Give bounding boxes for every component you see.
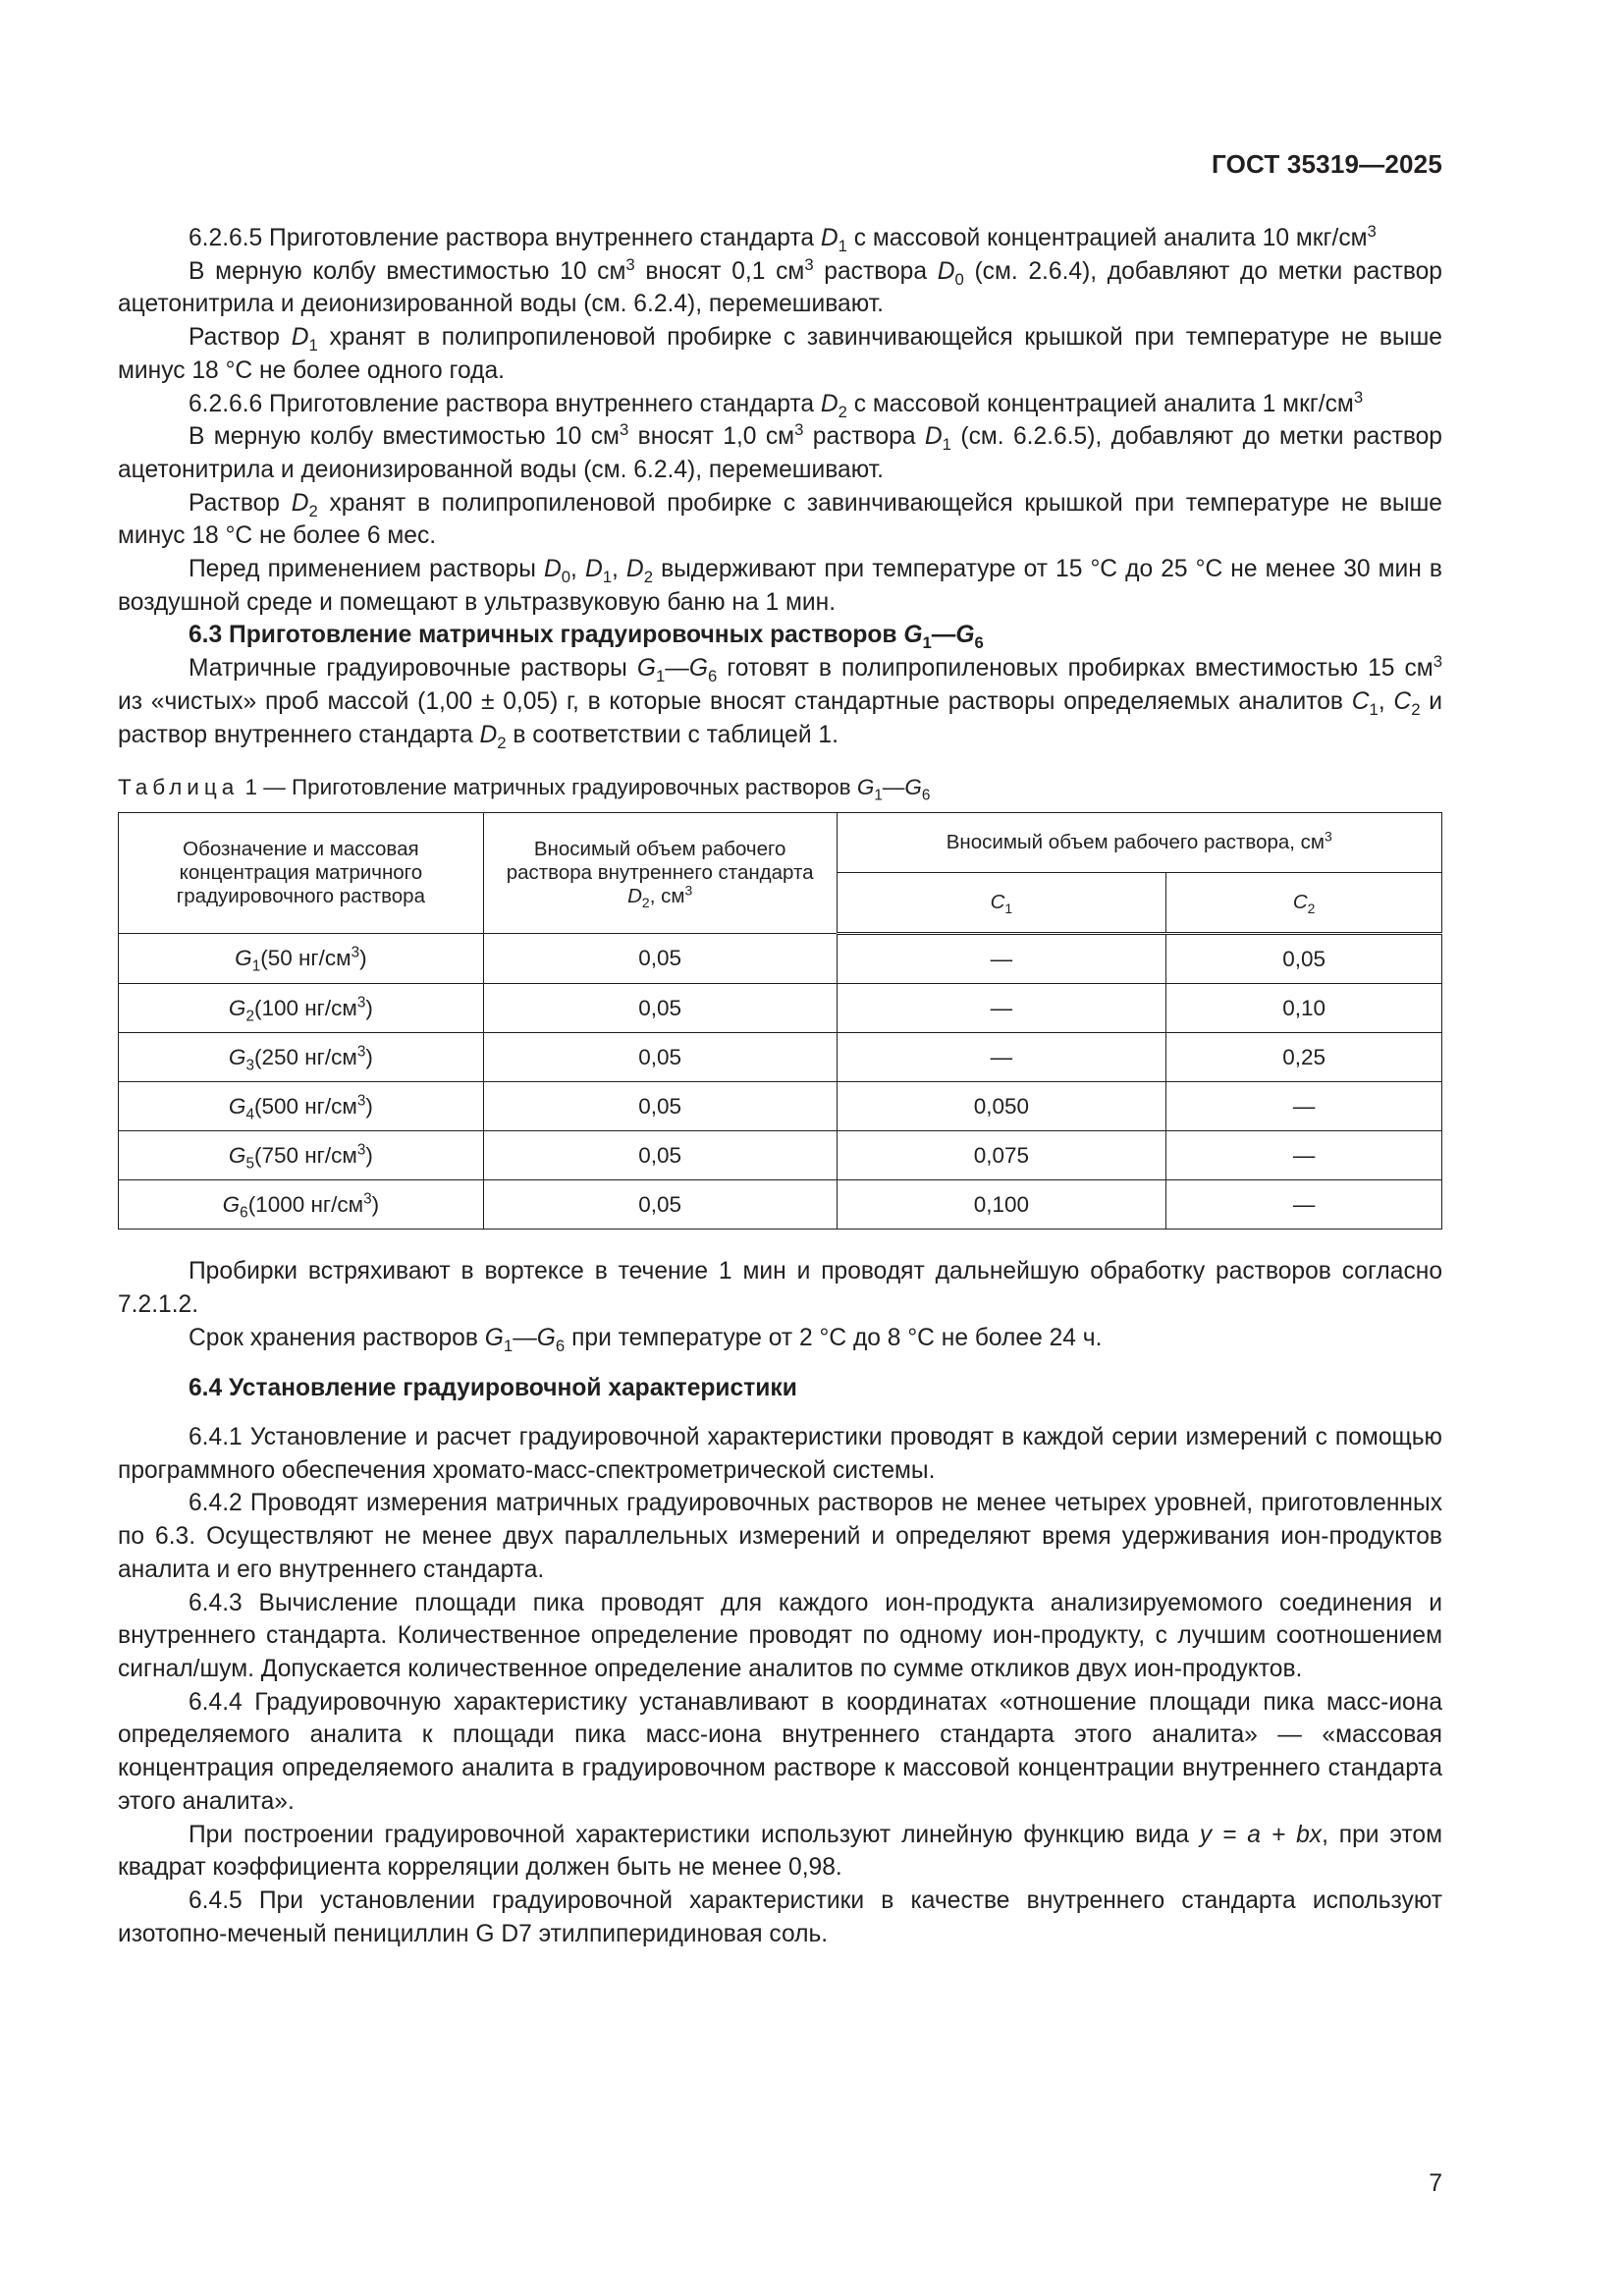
section-6-3-heading: 6.3 Приготовление матричных градуировочных растворов $G_1—G_6$ xyxy=(189,622,984,653)
after-table-para-2: Срок хранения растворов $G_1—G_6$ при температуре от 2 °С до 8 °С не более 24 ч. xyxy=(189,1324,1103,1355)
clause-6-2-6-5-para-2: Раствор $D_1$ хранят в полипропиленовой пробирке с завинчивающейся крышкой при температуре не выше минус 18 °С не более одного года. xyxy=(118,324,1442,384)
c2-volume-cell: 0,10 xyxy=(1166,984,1442,1033)
d2-volume-cell: 0,05 xyxy=(483,934,837,984)
table-row xyxy=(119,934,1442,984)
c1-volume-cell: — xyxy=(837,934,1166,984)
linear-formula: y = a + bx xyxy=(1199,1821,1323,1848)
clause-6-2-6-6-para-3: Перед применением растворы $D_0$, $D_1$, $D_2$ выдерживают при температуре от 15 °С до 25 °С не менее 30 мин в воздушной среде и помещают в ультразвуковую баню на 1 мин. xyxy=(118,556,1442,616)
linear-function-para: При построении градуировочной характеристики используют линейную функцию вида y = a + bx, при этом квадрат коэффициента корреляции должен быть не менее 0,98. xyxy=(118,1821,1443,1882)
table-header-internal-standard-volume: Вносимый объем рабочего раствора внутреннего стандарта $D_2$, $см^3$ xyxy=(483,813,837,934)
c2-volume-cell: 0,05 xyxy=(1166,934,1442,984)
d2-volume-cell: 0,05 xyxy=(483,984,837,1033)
section-6-3-para: Матричные градуировочные растворы $G_1—G_6$ готовят в полипропиленовых пробирках вместимостью 15 $см^3$ из «чистых» проб массой (1,00 ± 0,05) г, в которые вносят стандартные растворы определяемых аналитов $C_1$, $C_2$ и раствор внутреннего стандарта $D_2$ в соответствии с таблицей 1. xyxy=(118,651,1443,752)
table-row xyxy=(119,1082,1442,1131)
clause-6-4-4: 6.4.4 Градуировочную характеристику устанавливают в координатах «отношение площади пика масс-иона определяемого аналита к площади пика масс-иона внутреннего стандарта этого аналита» — «массовая концентрация определяемого аналита в градуировочном растворе к массовой концентрации внутреннего стандарта этого аналита». xyxy=(118,1688,1442,1815)
section-6-4-heading: 6.4 Установление градуировочной характеристики xyxy=(189,1375,797,1402)
clause-6-4-3: 6.4.3 Вычисление площади пика проводят для каждого ион-продукта анализируемомого соединения и внутреннего стандарта. Количественное определение проводят по одному ион-продукту, с лучшим соотношением сигнал/шум. Допускается количественное определение аналитов по сумме откликов двух ион-продуктов. xyxy=(118,1589,1442,1682)
solution-cell: $G_4(500$ $нг/см^3$) xyxy=(119,1082,484,1131)
d2-volume-cell: 0,05 xyxy=(483,1033,837,1082)
table-header-working-solution-volume: Вносимый объем рабочего раствора, $см^3$ xyxy=(837,813,1441,873)
clause-6-2-6-5-para-1: В мерную колбу вместимостью 10 $см^3$ вносят 0,1 $см^3$ раствора $D_0$ (см. 2.6.4), добавляют до метки раствор ацетонитрила и деионизированной воды (см. 6.2.4), перемешивают. xyxy=(118,254,1442,318)
c2-volume-cell: — xyxy=(1166,1082,1442,1131)
document-number-header: ГОСТ 35319—2025 xyxy=(1212,149,1442,179)
table-header-solution: Обозначение и массовая концентрация матричного градуировочного раствора xyxy=(119,813,484,934)
solution-cell: $G_1(50$ $нг/см^3$) xyxy=(119,934,484,984)
c2-volume-cell: — xyxy=(1166,1131,1442,1180)
clause-6-4-1: 6.4.1 Установление и расчет градуировочной характеристики проводят в каждой серии измерений с помощью программного обеспечения хромато-масс-спектрометрической системы. xyxy=(118,1424,1442,1484)
clause-6-4-5: 6.4.5 При установлении градуировочной характеристики в качестве внутреннего стандарта используют изотопно-меченый пенициллин G D7 этилпиперидиновая соль. xyxy=(118,1886,1442,1947)
table-1-caption: Таблица 1 — Приготовление матричных градуировочных растворов $G_1—G_6$ xyxy=(118,775,931,804)
page-number: 7 xyxy=(1429,2170,1442,2197)
c1-volume-cell: 0,050 xyxy=(837,1082,1166,1131)
clause-6-2-6-6-title: 6.2.6.6 Приготовление раствора внутреннего стандарта $D_2$ с массовой концентрацией аналита 1 мкг/$см^3$ xyxy=(189,387,1364,421)
solution-cell: $G_6(1000$ $нг/см^3$) xyxy=(119,1180,484,1230)
c1-volume-cell: — xyxy=(837,984,1166,1033)
c1-volume-cell: 0,075 xyxy=(837,1131,1166,1180)
solution-cell: $G_2(100$ $нг/см^3$) xyxy=(119,984,484,1033)
page-content xyxy=(118,222,1442,1950)
table-1 xyxy=(118,812,1442,1230)
clause-6-2-6-6-para-1: В мерную колбу вместимостью 10 $см^3$ вносят 1,0 $см^3$ раствора $D_1$ (см. 6.2.6.5), добавляют до метки раствор ацетонитрила и деионизированной воды (см. 6.2.4), перемешивают. xyxy=(118,420,1442,483)
solution-cell: $G_5(750$ $нг/см^3$) xyxy=(119,1131,484,1180)
solution-cell: $G_3(250$ $нг/см^3$) xyxy=(119,1033,484,1082)
c1-volume-cell: — xyxy=(837,1033,1166,1082)
table-header-c1: $C_1$ xyxy=(837,873,1166,934)
clause-6-2-6-5-title: 6.2.6.5 Приготовление раствора внутреннего стандарта $D_1$ с массовой концентрацией аналита 10 мкг/$см^3$ xyxy=(189,221,1377,255)
table-row xyxy=(119,1131,1442,1180)
after-table-para-1: Пробирки встряхивают в вортексе в течение 1 мин и проводят дальнейшую обработку растворов согласно 7.2.1.2. xyxy=(118,1258,1442,1318)
d2-volume-cell: 0,05 xyxy=(483,1131,837,1180)
c2-volume-cell: — xyxy=(1166,1180,1442,1230)
clause-6-4-2: 6.4.2 Проводят измерения матричных градуировочных растворов не менее четырех уровней, приготовленных по 6.3. Осуществляют не менее двух параллельных измерений и определяют время удерживания ион-продуктов аналита и его внутреннего стандарта. xyxy=(118,1490,1442,1583)
c1-volume-cell: 0,100 xyxy=(837,1180,1166,1230)
clause-6-2-6-6-para-2: Раствор $D_2$ хранят в полипропиленовой пробирке с завинчивающейся крышкой при температуре не выше минус 18 °С не более 6 мес. xyxy=(118,489,1442,550)
table-row xyxy=(119,984,1442,1033)
c2-volume-cell: 0,25 xyxy=(1166,1033,1442,1082)
table-row xyxy=(119,1033,1442,1082)
table-header-c2: $C_2$ xyxy=(1166,873,1442,934)
table-row xyxy=(119,1180,1442,1230)
d2-volume-cell: 0,05 xyxy=(483,1180,837,1230)
d2-volume-cell: 0,05 xyxy=(483,1082,837,1131)
